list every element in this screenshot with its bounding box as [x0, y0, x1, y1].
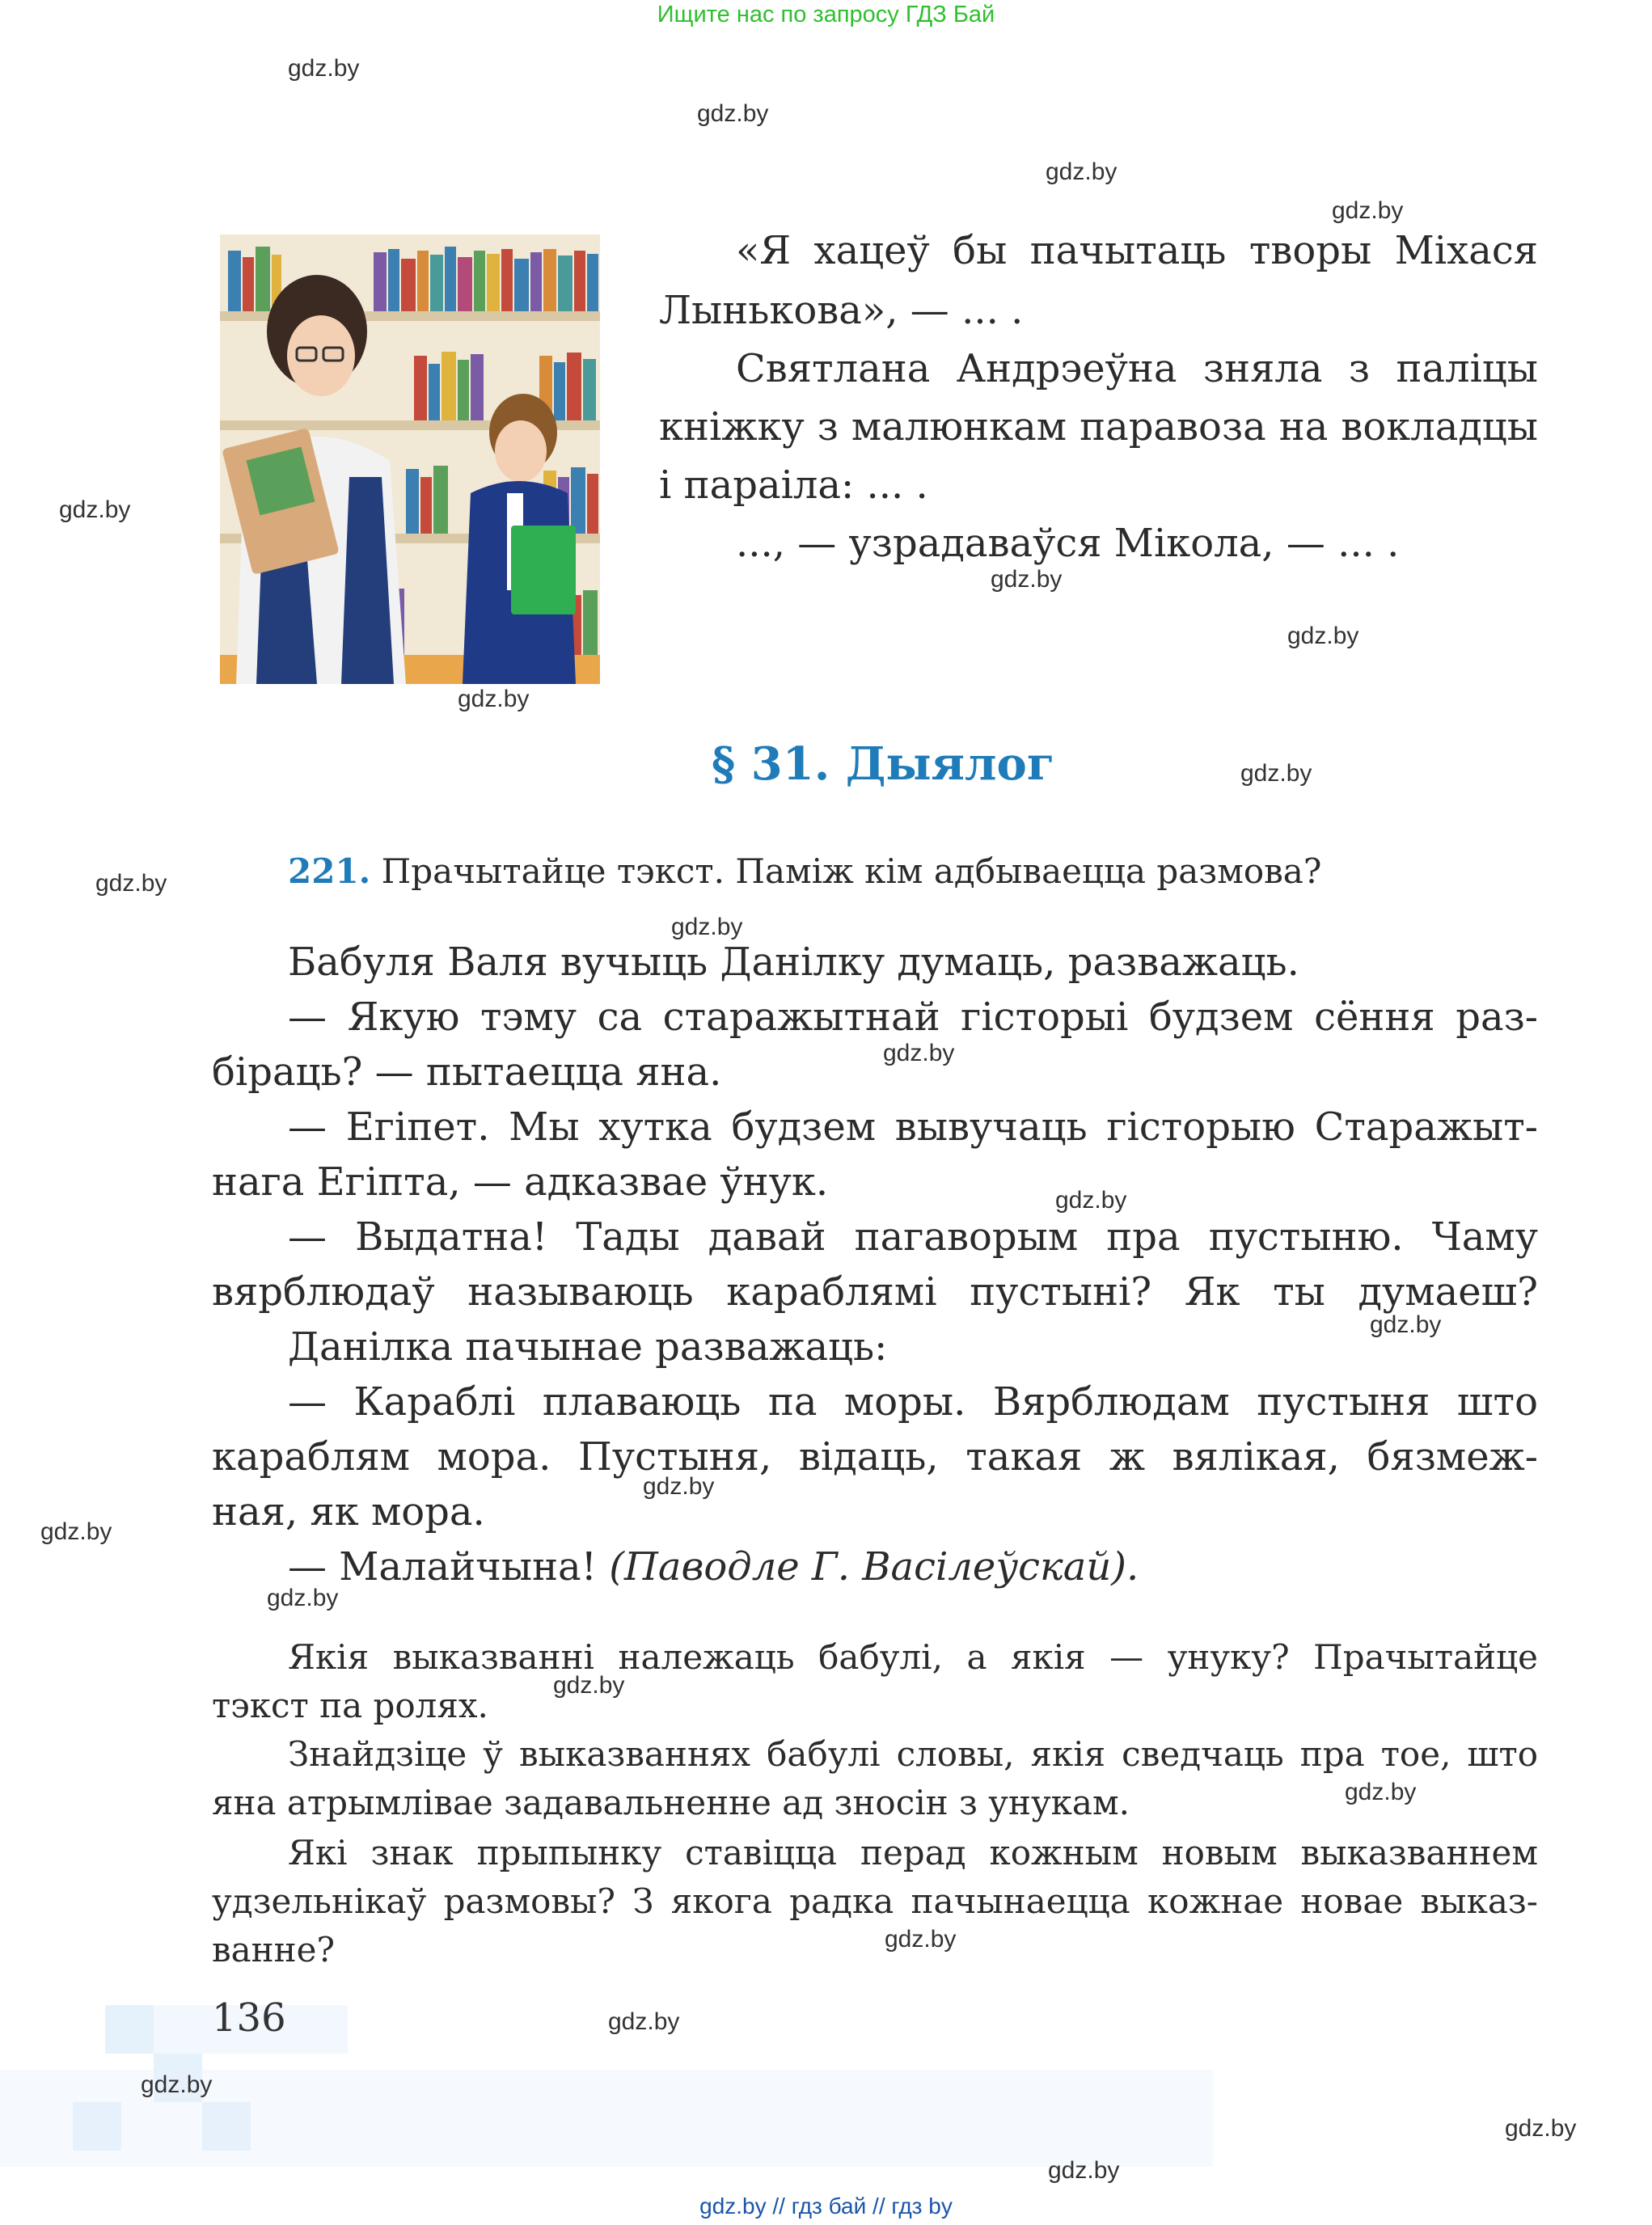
- watermark: gdz.by: [991, 566, 1063, 593]
- top-banner[interactable]: Ищите нас по запросу ГДЗ Бай: [657, 2, 995, 27]
- watermark: gdz.by: [59, 496, 131, 523]
- watermark: gdz.by: [608, 2008, 680, 2035]
- watermark: gdz.by: [643, 1473, 715, 1500]
- question-line: яна атрымлівае задавальненне ад зносін з унукам.: [212, 1783, 1130, 1822]
- section-heading: § 31. Дыялог: [712, 737, 1055, 791]
- watermark: gdz.by: [1332, 197, 1404, 224]
- question-line: Знайдзіце ў выказваннях бабулі словы, якія сведчаць пра тое, што: [288, 1734, 1538, 1774]
- watermark: gdz.by: [141, 2071, 213, 2098]
- watermark: gdz.by: [267, 1585, 339, 1611]
- question-line: тэкст па ролях.: [212, 1686, 488, 1725]
- watermark: gdz.by: [288, 55, 360, 82]
- exercise-line: ная, як мора.: [212, 1489, 485, 1535]
- story-line: ..., — узрадаваўся Мікола, — ... .: [736, 521, 1400, 566]
- exercise-number: 221.: [288, 851, 371, 891]
- watermark: gdz.by: [885, 1926, 957, 1953]
- exercise-line: караблям мора. Пустыня, відаць, такая ж вялікая, бязмеж-: [212, 1434, 1538, 1480]
- watermark: gdz.by: [671, 914, 743, 940]
- question-line: ванне?: [212, 1930, 336, 1970]
- exercise-task: [288, 847, 1321, 896]
- footer-links[interactable]: gdz.by // гдз бай // гдз by: [699, 2193, 953, 2219]
- watermark: gdz.by: [1505, 2115, 1577, 2142]
- question-line: удзельнікаў размовы? З якога радка пачынаецца кожнае новае выказ-: [212, 1881, 1538, 1921]
- watermark: gdz.by: [1046, 158, 1118, 185]
- exercise-last-line: [288, 1544, 1139, 1590]
- exercise-line: — Якую тэму са старажытнай гісторыі будзем сёння раз-: [288, 994, 1538, 1040]
- watermark: gdz.by: [697, 100, 769, 127]
- question-line: Якія выказванні належаць бабулі, а якія — унуку? Прачытайце: [288, 1637, 1538, 1677]
- story-line: «Я хацеў бы пачытаць творы Міхася: [736, 228, 1538, 273]
- story-line: Лынькова», — ... .: [659, 288, 1024, 333]
- watermark: gdz.by: [1055, 1187, 1127, 1214]
- question-line: Які знак прыпынку ставіцца перад кожным новым выказваннем: [288, 1833, 1538, 1872]
- watermark: gdz.by: [40, 1518, 112, 1545]
- exclamation: — Малайчына!: [288, 1544, 597, 1590]
- exercise-line: — Выдатна! Тады давай пагаворым пра пустыню. Чаму: [288, 1214, 1538, 1260]
- exercise-line: Бабуля Валя вучыць Данілку думаць, разважаць.: [288, 939, 1299, 985]
- story-line: Святлана Андрэеўна зняла з паліцы: [736, 346, 1538, 391]
- exercise-line: біраць? — пытаецца яна.: [212, 1049, 722, 1095]
- watermark: gdz.by: [1345, 1779, 1417, 1805]
- watermark: gdz.by: [883, 1040, 955, 1066]
- exercise-line: — Караблі плаваюць па моры. Вярблюдам пустыня што: [288, 1379, 1538, 1425]
- source-citation: (Паводле Г. Васілеўскай).: [609, 1544, 1139, 1590]
- story-line: і параіла: ... .: [659, 462, 928, 508]
- exercise-line: вярблюдаў называюць караблямі пустыні? Як ты думаеш?: [212, 1269, 1538, 1315]
- page-number: 136: [212, 1995, 286, 2041]
- watermark: gdz.by: [1240, 760, 1312, 787]
- story-line: кніжку з малюнкам паравоза на вокладцы: [659, 404, 1538, 450]
- exercise-line: — Егіпет. Мы хутка будзем вывучаць гісторыю Старажыт-: [288, 1104, 1538, 1150]
- watermark: gdz.by: [553, 1672, 625, 1699]
- watermark: gdz.by: [1048, 2157, 1120, 2184]
- exercise-line: нага Егіпта, — адказвае ўнук.: [212, 1159, 829, 1205]
- watermark: gdz.by: [1287, 623, 1359, 649]
- exercise-instruction: Прачытайце тэкст. Паміж кім адбываецца размова?: [381, 851, 1322, 891]
- watermark: gdz.by: [1370, 1311, 1442, 1338]
- exercise-line: Данілка пачынае разважаць:: [288, 1324, 888, 1370]
- watermark: gdz.by: [95, 870, 167, 897]
- watermark: gdz.by: [458, 686, 530, 712]
- library-illustration: [220, 234, 600, 684]
